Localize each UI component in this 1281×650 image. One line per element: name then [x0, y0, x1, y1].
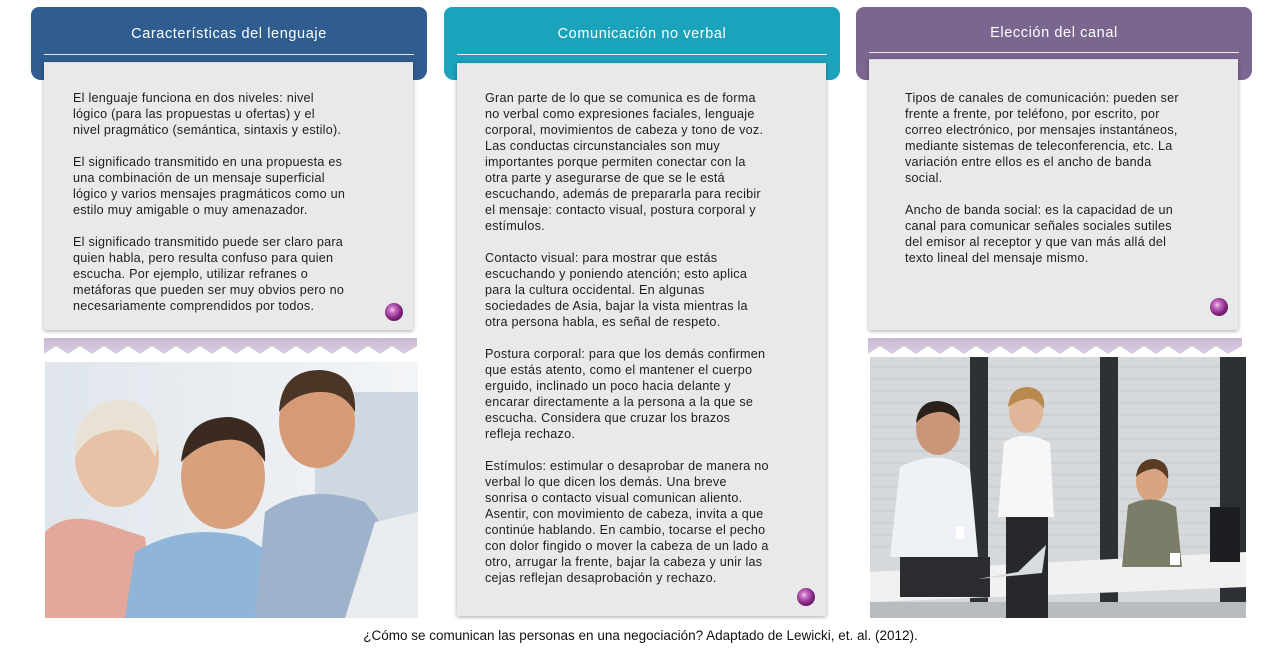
card-lenguaje — [44, 62, 413, 330]
header-title: Comunicación no verbal — [557, 26, 727, 42]
paragraph: Postura corporal: para que los demás confirmen que estás atento, como el mantener el cuerpo erguido, inclinado un poco hacia delante y encarar directamente a la persona a la que se escucha. Considera que cruzar los brazos refleja rechazo. — [485, 347, 766, 441]
purple-orb-icon[interactable] — [385, 303, 403, 321]
card-text — [73, 90, 403, 314]
header-title: Características del lenguaje — [131, 26, 327, 42]
paragraph: Estímulos: estimular o desaprobar de manera no verbal lo que dicen los demás. Una breve sonrisa o contacto visual comunican aliento. Asentir, con movimiento de cabeza, invita a que continúe hablando. En cambio, tocarse el pecho con dolor fingido o mover la cabeza de un lado a otro, arrugar la frente, bajar la cabeza y unir las cejas reflejan desaprobación y rechazo. — [485, 459, 769, 585]
card-canal — [869, 59, 1238, 330]
paragraph: Ancho de banda social: es la capacidad de un canal para comunicar señales sociales sutiles del emisor al receptor y que van más allá del texto lineal del mensaje mismo. — [905, 203, 1173, 265]
paragraph: El significado transmitido en una propuesta es una combinación de un mensaje superficial lógico y varios mensajes pragmáticos como un estilo muy amigable o muy amenazador. — [73, 155, 346, 217]
paragraph: Gran parte de lo que se comunica es de forma no verbal como expresiones faciales, lenguaje corporal, movimientos de cabeza y tono de voz. Las conductas circunstanciales son muy importantes porque permiten conectar con la otra parte y asegurarse de que se le está escuchando, además de prepararla para recibir el mensaje: contacto visual, postura corporal y estímulos. — [485, 91, 764, 233]
header-divider — [457, 54, 827, 55]
card-no-verbal — [457, 63, 826, 616]
paragraph: El significado transmitido puede ser claro para quien habla, pero resulta confuso para quien escucha. Por ejemplo, utilizar refranes o metáforas que pueden ser muy obvios pero no necesariamente comprendidos por todos. — [73, 235, 345, 313]
header-divider — [44, 54, 414, 55]
header-title: Elección del canal — [990, 25, 1118, 41]
team-at-laptop-photo — [45, 362, 418, 618]
card-text — [485, 90, 821, 586]
purple-orb-icon[interactable] — [1210, 298, 1228, 316]
figure-caption: ¿Cómo se comunican las personas en una negociación? Adaptado de Lewicki, et. al. (2012). — [363, 628, 918, 643]
office-meeting-photo — [870, 357, 1246, 618]
paragraph: Contacto visual: para mostrar que estás escuchando y poniendo atención; esto aplica para la cultura occidental. En algunas sociedades de Asia, bajar la vista mientras la otra persona habla, es señal de respeto. — [485, 251, 748, 329]
header-divider — [869, 52, 1239, 53]
paragraph: El lenguaje funciona en dos niveles: nivel lógico (para las propuestas u ofertas) y el nivel pragmático (semántica, sintaxis y estilo). — [73, 91, 342, 137]
paragraph: Tipos de canales de comunicación: pueden ser frente a frente, por teléfono, por escrito, por correo electrónico, por mensajes instantáneos, mediante sistemas de teleconferencia, etc. La variación entre ellos es el ancho de banda social. — [905, 91, 1179, 185]
zigzag-border — [44, 338, 417, 364]
card-text — [905, 90, 1235, 266]
purple-orb-icon[interactable] — [797, 588, 815, 606]
